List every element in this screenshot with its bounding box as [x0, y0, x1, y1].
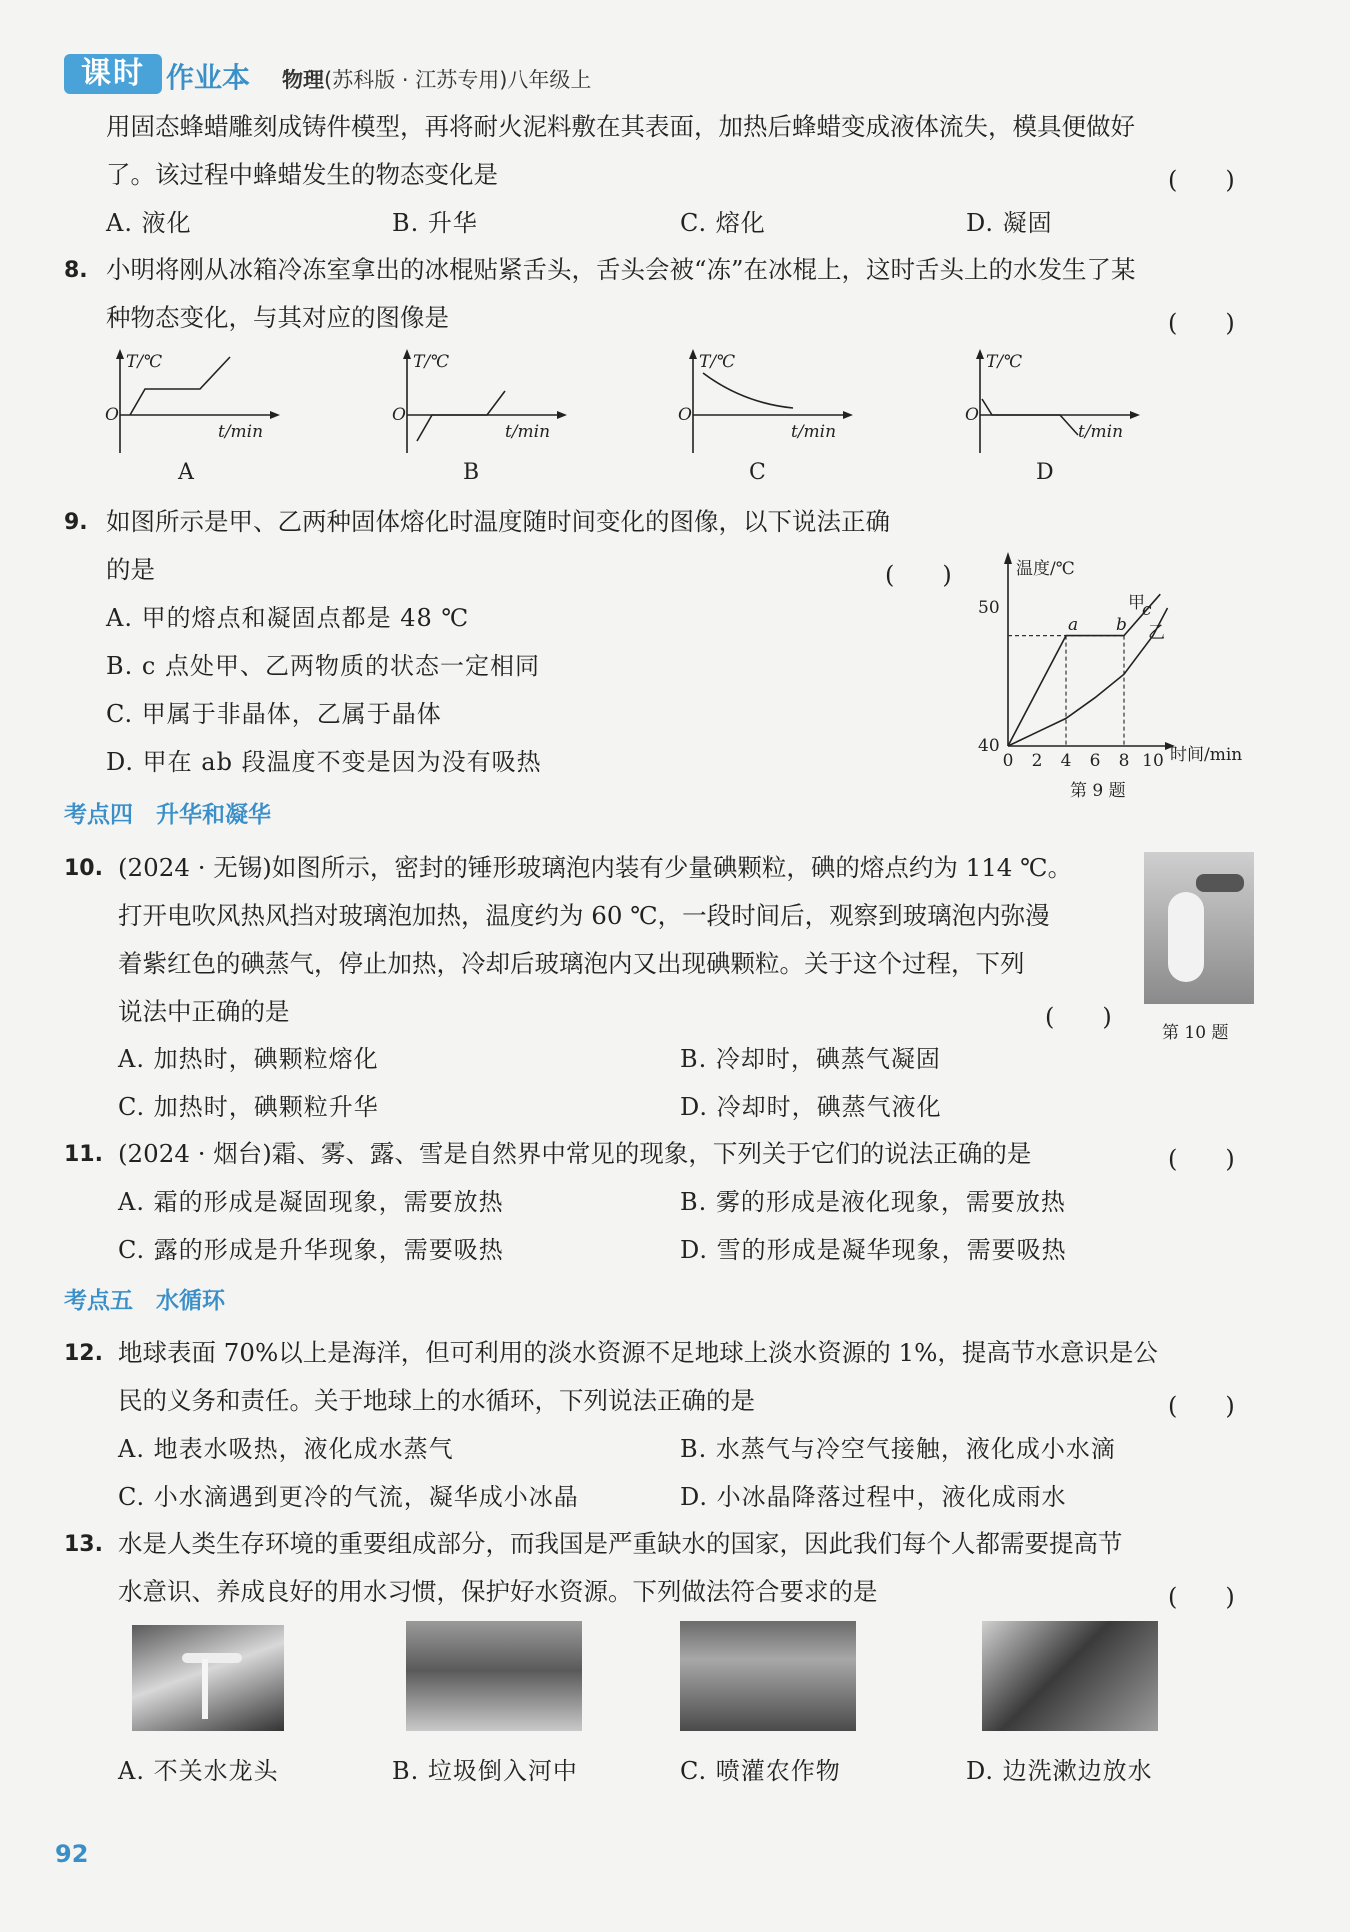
photo-sprinkler-field[interactable] — [680, 1621, 856, 1731]
q9-ytick-50: 50 — [978, 598, 1000, 618]
q8c-letter: C — [749, 460, 766, 485]
subject-label: 物理 — [282, 68, 324, 92]
q8-line-1: 小明将刚从冰箱冷冻室拿出的冰棍贴紧舌头，舌头会被“冻”在冰棍上，这时舌头上的水发生了某 — [106, 255, 1136, 284]
q13-line-2: 水意识、养成良好的用水习惯，保护好水资源。下列做法符合要求的是 — [118, 1577, 878, 1606]
q7-option-b[interactable]: B. 升华 — [392, 209, 478, 237]
q9-xtick-2: 2 — [1031, 751, 1043, 771]
q9-xticks — [1003, 751, 1164, 771]
q12-option-c[interactable]: C. 小水滴遇到更冷的气流，凝华成小冰晶 — [118, 1483, 579, 1511]
q8-graph-c[interactable] — [678, 349, 853, 485]
q8d-origin: O — [965, 405, 979, 425]
q7-option-c[interactable]: C. 熔化 — [680, 209, 766, 237]
q8a-xlabel: t/min — [218, 422, 264, 442]
q8d-ylabel: T/℃ — [986, 352, 1023, 372]
q12-option-a[interactable]: A. 地表水吸热，液化成水蒸气 — [118, 1435, 454, 1463]
q9-xlabel: 时间/min — [1170, 745, 1243, 765]
q9-ylabel: 温度/℃ — [1016, 559, 1075, 579]
q9-ytick-40: 40 — [978, 736, 1000, 756]
q8a-letter: A — [178, 460, 194, 485]
section-5-title: 考点五 水循环 — [64, 1288, 225, 1314]
q9-line-2: 的是 — [106, 555, 155, 584]
q9-answer-paren[interactable]: ( ) — [885, 561, 952, 589]
q9-option-b[interactable]: B. c 点处甲、乙两物质的状态一定相同 — [106, 652, 540, 680]
page-number: 92 — [55, 1840, 89, 1868]
q8d-xlabel: t/min — [1078, 422, 1124, 442]
q13-option-b[interactable]: B. 垃圾倒入河中 — [392, 1757, 578, 1785]
q8-graph-a[interactable] — [105, 349, 280, 485]
q11-number: 11. — [64, 1142, 103, 1167]
photo-river-trash[interactable] — [406, 1621, 582, 1731]
q8-graph-d[interactable] — [965, 349, 1140, 485]
q10-option-d[interactable]: D. 冷却时，碘蒸气液化 — [680, 1093, 942, 1121]
q13-number: 13. — [64, 1532, 103, 1557]
q12-option-b[interactable]: B. 水蒸气与冷空气接触，液化成小水滴 — [680, 1435, 1116, 1463]
book-subtitle — [282, 64, 591, 94]
q9-xtick-6: 6 — [1089, 751, 1101, 771]
q9-point-c: c — [1142, 600, 1152, 620]
q13-option-a[interactable]: A. 不关水龙头 — [118, 1757, 279, 1785]
q9-point-a: a — [1068, 615, 1079, 635]
q8c-origin: O — [678, 405, 692, 425]
q10-photo-hairdryer — [1144, 852, 1254, 1004]
q8-line-2: 种物态变化，与其对应的图像是 — [106, 303, 449, 332]
q12-line-1: 地球表面 70%以上是海洋，但可利用的淡水资源不足地球上淡水资源的 1%，提高节水意识是公 — [118, 1338, 1158, 1367]
faucet-shape — [182, 1653, 242, 1663]
q8c-ylabel: T/℃ — [699, 352, 736, 372]
q9-series-yi: 乙 — [1148, 623, 1165, 643]
q9-number: 9. — [64, 510, 88, 535]
q11-line-1: (2024 · 烟台)霜、雾、露、雪是自然界中常见的现象，下列关于它们的说法正确的是 — [118, 1139, 1032, 1168]
q11-option-b[interactable]: B. 雾的形成是液化现象，需要放热 — [680, 1188, 1066, 1216]
q7-option-a[interactable]: A. 液化 — [106, 209, 192, 237]
book-brand: 作业本 — [166, 61, 251, 94]
q9-option-a[interactable]: A. 甲的熔点和凝固点都是 48 ℃ — [106, 604, 470, 632]
q9-xtick-4: 4 — [1060, 751, 1072, 771]
q7-line-1: 用固态蜂蜡雕刻成铸件模型，再将耐火泥料敷在其表面，加热后蜂蜡变成液体流失，模具便做好 — [106, 112, 1135, 141]
q8-graph-b[interactable] — [392, 349, 567, 485]
q9-line-1: 如图所示是甲、乙两种固体熔化时温度随时间变化的图像，以下说法正确 — [106, 507, 890, 536]
q8b-ylabel: T/℃ — [413, 352, 450, 372]
q10-answer-paren[interactable]: ( ) — [1045, 1003, 1112, 1031]
q9-series-line-yi — [1008, 608, 1168, 746]
q10-option-b[interactable]: B. 冷却时，碘蒸气凝固 — [680, 1045, 941, 1073]
q9-xtick-10: 10 — [1142, 751, 1164, 771]
q12-answer-paren[interactable]: ( ) — [1168, 1392, 1235, 1420]
q12-number: 12. — [64, 1341, 103, 1366]
q10-line-3: 着紫红色的碘蒸气，停止加热，冷却后玻璃泡内又出现碘颗粒。关于这个过程，下列 — [118, 949, 1025, 978]
q8c-xlabel: t/min — [791, 422, 837, 442]
photo-washing[interactable] — [982, 1621, 1158, 1731]
q7-option-d[interactable]: D. 凝固 — [966, 209, 1053, 237]
q10-option-a[interactable]: A. 加热时，碘颗粒熔化 — [118, 1045, 379, 1073]
q9-chart — [960, 548, 1280, 808]
q7-line-2: 了。该过程中蜂蜡发生的物态变化是 — [106, 160, 498, 189]
q13-line-1: 水是人类生存环境的重要组成部分，而我国是严重缺水的国家，因此我们每个人都需要提高节 — [118, 1529, 1123, 1558]
q9-option-c[interactable]: C. 甲属于非晶体，乙属于晶体 — [106, 700, 442, 728]
q11-answer-paren[interactable]: ( ) — [1168, 1145, 1235, 1173]
q12-line-2: 民的义务和责任。关于地球上的水循环，下列说法正确的是 — [118, 1386, 755, 1415]
q10-option-c[interactable]: C. 加热时，碘颗粒升华 — [118, 1093, 379, 1121]
q8d-letter: D — [1036, 460, 1054, 485]
q9-xtick-0: 0 — [1002, 751, 1014, 771]
section-4-title: 考点四 升华和凝华 — [64, 802, 271, 828]
q8b-letter: B — [463, 460, 480, 485]
q8a-origin: O — [105, 405, 119, 425]
q9-option-d[interactable]: D. 甲在 ab 段温度不变是因为没有吸热 — [106, 748, 542, 776]
photo-faucet[interactable] — [132, 1625, 284, 1731]
q8a-ylabel: T/℃ — [126, 352, 163, 372]
q9-caption: 第 9 题 — [1070, 781, 1126, 801]
q9-point-b: b — [1116, 615, 1127, 635]
q8-graphs — [90, 345, 1190, 495]
q13-answer-paren[interactable]: ( ) — [1168, 1583, 1235, 1611]
q8-number: 8. — [64, 258, 88, 283]
q8b-xlabel: t/min — [505, 422, 551, 442]
book-logo: 课时 — [64, 54, 162, 94]
q9-series-line-jia — [1008, 594, 1160, 746]
water-stream-shape — [202, 1659, 208, 1719]
q9-series-jia: 甲 — [1128, 593, 1145, 613]
q7-answer-paren[interactable]: ( ) — [1168, 166, 1235, 194]
hand-shape — [1196, 874, 1244, 892]
q11-option-d[interactable]: D. 雪的形成是凝华现象，需要吸热 — [680, 1236, 1067, 1264]
edition-label: (苏科版 · 江苏专用)八年级上 — [324, 68, 592, 92]
q8-answer-paren[interactable]: ( ) — [1168, 309, 1235, 337]
hairdryer-shape — [1168, 892, 1204, 982]
q13-option-d[interactable]: D. 边洗漱边放水 — [966, 1757, 1153, 1785]
q12-option-d[interactable]: D. 小冰晶降落过程中，液化成雨水 — [680, 1483, 1067, 1511]
q13-option-c[interactable]: C. 喷灌农作物 — [680, 1757, 841, 1785]
q10-number: 10. — [64, 856, 103, 881]
q11-option-a[interactable]: A. 霜的形成是凝固现象，需要放热 — [118, 1188, 504, 1216]
q10-line-1: (2024 · 无锡)如图所示，密封的锤形玻璃泡内装有少量碘颗粒，碘的熔点约为 114 ℃。 — [118, 853, 1073, 882]
q10-caption: 第 10 题 — [1162, 1023, 1229, 1043]
q10-line-4: 说法中正确的是 — [118, 997, 290, 1026]
q11-option-c[interactable]: C. 露的形成是升华现象，需要吸热 — [118, 1236, 504, 1264]
q8b-origin: O — [392, 405, 406, 425]
q10-line-2: 打开电吹风热风挡对玻璃泡加热，温度约为 60 ℃，一段时间后，观察到玻璃泡内弥漫 — [118, 901, 1050, 930]
q9-xtick-8: 8 — [1118, 751, 1130, 771]
